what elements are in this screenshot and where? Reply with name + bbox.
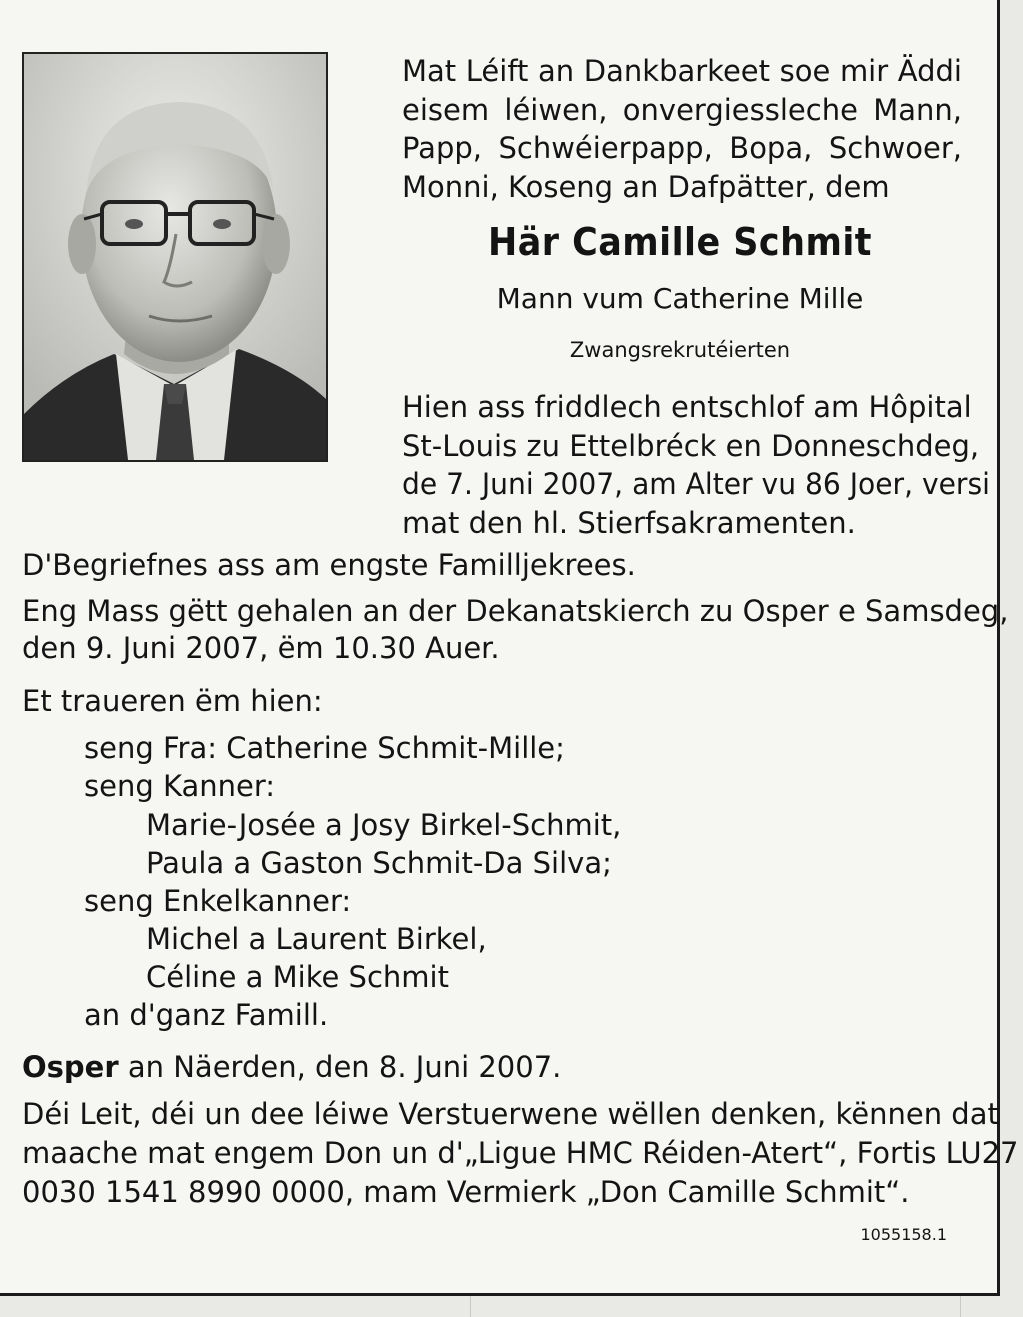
intro-line: Papp, Schwéierpapp, Bopa, Schwoer, xyxy=(402,131,962,165)
intro-line: Mat Léift an Dankbarkeet soe mir Äddi xyxy=(402,54,962,88)
mourner-line: an d'ganz Famill. xyxy=(84,998,329,1032)
mourner-line: Marie-Josée a Josy Birkel-Schmit, xyxy=(146,808,622,842)
donation-line: 0030 1541 8990 0000, mam Vermierk „Don Camille Schmit“. xyxy=(22,1175,910,1209)
mass-line: den 9. Juni 2007, ëm 10.30 Auer. xyxy=(22,631,500,665)
mourner-line: seng Enkelkanner: xyxy=(84,884,352,918)
status-line: Zwangsrekrutéierten xyxy=(569,338,791,362)
death-paragraph xyxy=(402,388,990,542)
portrait-photo xyxy=(22,52,328,462)
place-date: an Näerden, den 8. Juni 2007. xyxy=(118,1050,562,1084)
mourning-heading: Et traueren ëm hien: xyxy=(22,684,323,718)
mourner-line: seng Fra: Catherine Schmit-Mille; xyxy=(84,731,565,765)
mourner-line: Paula a Gaston Schmit-Da Silva; xyxy=(146,846,612,880)
donation-line: Déi Leit, déi un dee léiwe Verstuerwene wëllen denken, kënnen dat xyxy=(22,1097,999,1131)
intro-line: eisem léiwen, onvergiessleche Mann, xyxy=(402,92,962,127)
donation-line: maache mat engem Don un d'„Ligue HMC Réiden-Atert“, Fortis LU27 xyxy=(22,1136,1019,1170)
portrait-image xyxy=(24,54,326,460)
death-line: mat den hl. Stierfsakramenten. xyxy=(402,505,856,540)
deceased-name: Här Camille Schmit xyxy=(488,220,872,264)
mourner-line: Michel a Laurent Birkel, xyxy=(146,922,487,956)
mourner-line: seng Kanner: xyxy=(84,769,276,803)
death-line: Hien ass friddlech entschlof am Hôpital xyxy=(402,390,972,424)
spouse-line: Mann vum Catherine Mille xyxy=(496,282,864,315)
mourner-line: Céline a Mike Schmit xyxy=(146,960,449,994)
reference-number: 1055158.1 xyxy=(860,1225,947,1244)
intro-paragraph xyxy=(402,52,962,206)
intro-line: Monni, Koseng an Dafpätter, dem xyxy=(402,169,890,204)
place-date-line xyxy=(22,1050,561,1084)
mass-line: Eng Mass gëtt gehalen an der Dekanatskierch zu Osper e Samsdeg, xyxy=(22,594,1009,628)
death-line: de 7. Juni 2007, am Alter vu 86 Joer, versi xyxy=(402,467,990,501)
death-line: St-Louis zu Ettelbréck en Donneschdeg, xyxy=(402,428,980,463)
funeral-line: D'Begriefnes ass am engste Familljekrees. xyxy=(22,548,636,582)
place-name: Osper xyxy=(22,1050,119,1084)
